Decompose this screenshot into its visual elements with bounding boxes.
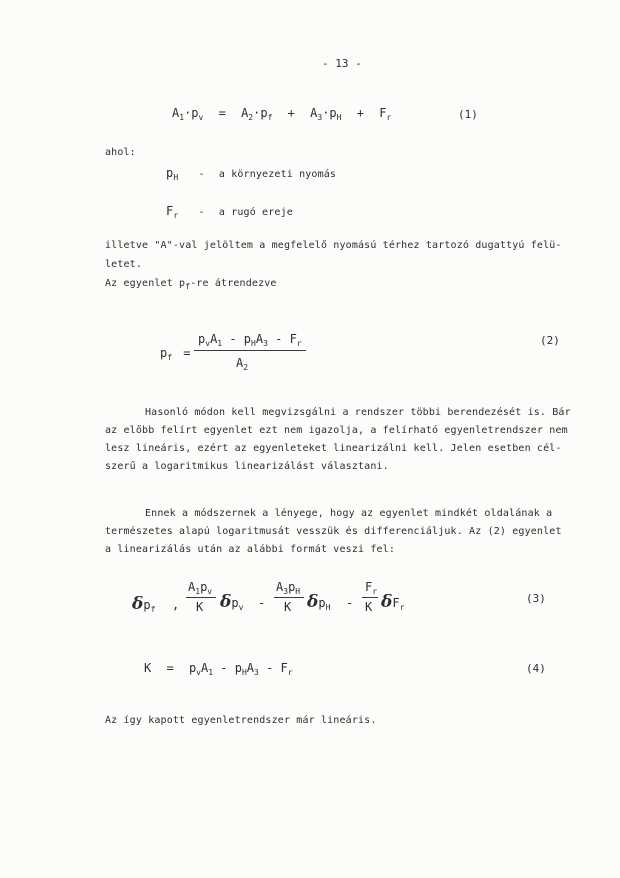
equation-3-minus-1: - — [258, 596, 266, 610]
paragraph-1-line-3: Az egyenlet $p_f-re$ átrendezve — [105, 278, 277, 291]
equation-3-term1-denominator: K — [196, 600, 204, 614]
paragraph-3: Ennek a módszernek a lényege, hogy az egyenlet mindkét oldalának a természetes alapú logaritmusát vesszük és differenciáljuk. Az (2) egyenlet a linearizálás után az alábbi formát veszi fel: — [105, 508, 562, 555]
equation-3-term3-denominator: K — [365, 600, 373, 614]
equation-2-fraction-bar — [194, 350, 306, 351]
equation-3-sep: , — [172, 598, 180, 612]
page-number: - 13 - — [322, 57, 362, 70]
ahol-label: ahol: — [105, 147, 136, 158]
equation-2-numerator: $p_vA_1 - p_HA_3 - F_r$ — [198, 332, 302, 348]
equation-3-term2-var: $\delta p_H$ — [307, 592, 331, 612]
equation-3-term3-bar — [362, 597, 378, 598]
equation-3-minus-2: - — [346, 596, 354, 610]
equation-3-term1-numerator: $A_1p_v$ — [188, 580, 213, 596]
final-sentence: Az így kapott egyenletrendszer már lineáris. — [105, 715, 377, 726]
equation-1-number: (1) — [458, 108, 478, 121]
equation-3-term2-numerator: $A_3p_H$ — [276, 580, 301, 596]
equation-1: $A_1\cdot p_v = A_2\cdot p_f + A_3\cdot p_H + F_r$ — [172, 106, 392, 122]
definition-pH: $p_H$ - a környezeti nyomás — [166, 166, 337, 182]
equation-3-number: (3) — [526, 592, 546, 605]
equation-2-denominator: $A_2$ — [236, 356, 249, 372]
equation-4-number: (4) — [526, 662, 546, 675]
equation-4: $K = p_vA_1 - p_HA_3 - F_r$ — [144, 661, 293, 677]
equation-3-term2-denominator: K — [284, 600, 292, 614]
equation-3-term1-bar — [186, 597, 216, 598]
equation-3-term2-bar — [274, 597, 304, 598]
equation-2-lhs: $p_f$ = — [160, 346, 191, 362]
paragraph-1-line-1: illetve "A"-val jelöltem a megfelelő nyomású térhez tartozó dugattyú felü- — [105, 240, 562, 251]
equation-2-number: (2) — [540, 334, 560, 347]
definition-Fr: $F_r$ - a rugó ereje — [166, 204, 293, 220]
equation-3-lhs: $\delta p_f$ — [132, 594, 156, 614]
equation-3-term3-var: $\delta F_r$ — [381, 592, 405, 612]
paragraph-2: Hasonló módon kell megvizsgálni a rendszer többi berendezését is. Bár az előbb felírt egyenlet ezt nem igazolja, a felírható egyenletrendszer nem lesz lineáris, ezért az egyenleteket linearizálni kell. Jelen esetben cél- szerű a logaritmikus linearizálást választani. — [105, 407, 571, 472]
equation-3-term1-var: $\delta p_v$ — [220, 592, 244, 612]
equation-3-term3-numerator: $F_r$ — [365, 580, 378, 596]
paragraph-1-line-2: letet. — [105, 259, 143, 270]
